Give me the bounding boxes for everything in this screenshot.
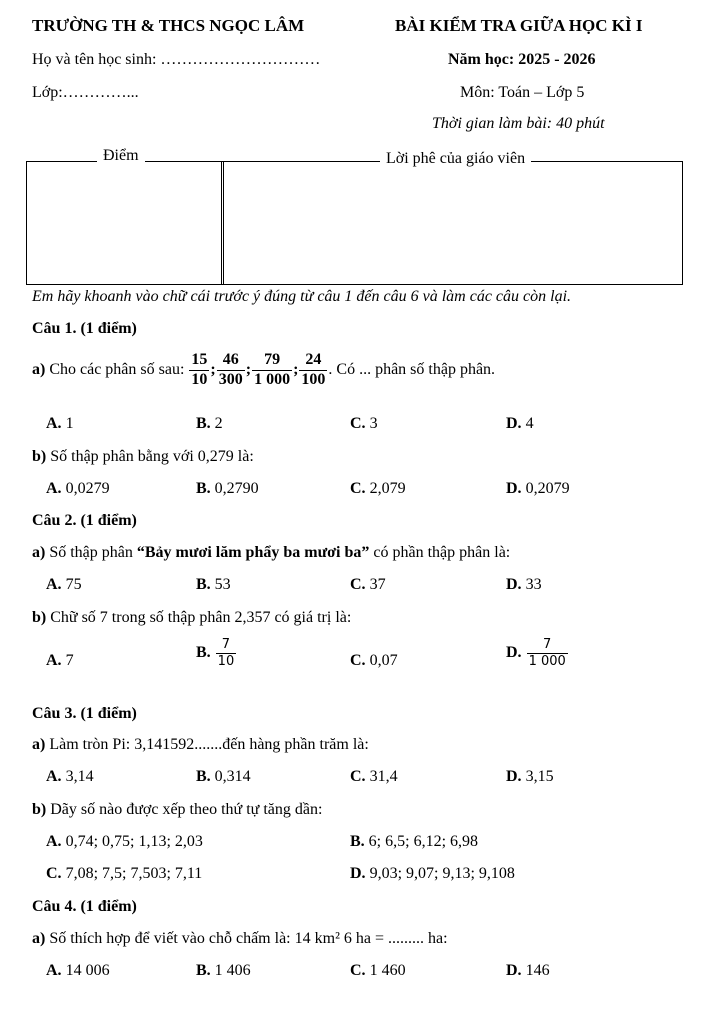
exam-title: BÀI KIỂM TRA GIỮA HỌC KÌ I [395, 16, 643, 35]
q4-a-option-c[interactable] [350, 962, 406, 980]
option-text: 0,74; 0,75; 1,13; 2,03 [65, 833, 203, 850]
option-text: 3 [369, 415, 378, 432]
option-letter: D. [350, 865, 366, 882]
option-text: 0,07 [369, 652, 398, 669]
q3-title: Câu 3. (1 điểm) [32, 705, 137, 722]
option-text: 3,14 [65, 768, 94, 785]
q1-a-option-c[interactable] [350, 415, 378, 433]
separator: ; [245, 361, 252, 379]
fraction-15-10: $\frac{15}{10}$ [191, 351, 208, 388]
time-label: Thời gian làm bài: 40 phút [432, 115, 605, 132]
teacher-comment-label: Lời phê của giáo viên [380, 150, 531, 168]
q1-a-text: Cho các phân số sau: [49, 361, 185, 379]
q2-a-post: có phần thập phân là: [373, 544, 511, 561]
fraction-46-300: $\frac{46}{300}$ [218, 351, 243, 388]
teacher-comment-box [221, 161, 683, 285]
option-text: 37 [369, 576, 386, 593]
option-letter: C. [350, 415, 366, 432]
option-text: 31,4 [369, 768, 398, 785]
option-text: 14 006 [65, 962, 110, 979]
option-text: 0,0279 [65, 480, 110, 497]
option-letter: C. [350, 480, 366, 497]
option-text: 33 [525, 576, 542, 593]
subject-label: Môn: Toán – Lớp 5 [460, 84, 585, 101]
q3-b-option-d[interactable] [350, 865, 515, 883]
q2-a-option-c[interactable] [350, 576, 386, 594]
q3-b-option-c[interactable] [46, 865, 202, 883]
q1-a-option-d[interactable] [506, 415, 534, 433]
school-name: TRƯỜNG TH & THCS NGỌC LÂM [32, 16, 305, 35]
q2-b-option-d[interactable] [506, 638, 569, 668]
option-letter: C. [350, 576, 366, 593]
fraction-79-1000: $\frac{79}{1 000}$ [254, 351, 291, 388]
q3-b-line [32, 801, 322, 819]
q3-b-text: Dãy số nào được xếp theo thứ tự tăng dần: [50, 801, 323, 818]
q2-a-line [32, 544, 510, 562]
option-text: 9,03; 9,07; 9,13; 9,108 [369, 865, 515, 882]
q1-b-label: b) [32, 448, 47, 465]
q3-a-option-a[interactable] [46, 768, 94, 786]
q1-a-option-b[interactable] [196, 415, 223, 433]
option-text: 146 [525, 962, 550, 979]
q3-a-option-d[interactable] [506, 768, 554, 786]
q4-a-option-b[interactable] [196, 962, 251, 980]
q1-b-line [32, 448, 254, 466]
q3-a-option-c[interactable] [350, 768, 398, 786]
q3-a-text: Làm tròn Pi: 3,141592.......đến hàng phần trăm là: [49, 736, 369, 753]
option-letter: C. [350, 768, 366, 785]
option-letter: A. [46, 415, 62, 432]
option-letter: A. [46, 576, 62, 593]
q1-a-label: a) [32, 361, 46, 379]
option-letter: D. [506, 768, 522, 785]
q1-a-tail: . Có ... phân số thập phân. [328, 361, 496, 379]
option-text: 1 406 [214, 962, 251, 979]
option-letter: D. [506, 480, 522, 497]
option-letter: A. [46, 833, 62, 850]
option-letter: D. [506, 576, 522, 593]
class-field: Lớp:…………... [32, 84, 139, 101]
option-text: 53 [214, 576, 231, 593]
fraction-24-100: $\frac{24}{100}$ [301, 351, 326, 388]
q3-a-option-b[interactable] [196, 768, 251, 786]
q3-b-label: b) [32, 801, 47, 818]
school-year: Năm học: 2025 - 2026 [448, 51, 596, 68]
q2-a-number-words: “Bảy mươi lăm phẩy ba mươi ba” [136, 544, 370, 561]
option-letter: C. [350, 652, 366, 669]
q4-a-option-a[interactable] [46, 962, 110, 980]
q2-a-option-d[interactable] [506, 576, 542, 594]
score-box [26, 161, 224, 285]
q3-a-line [32, 736, 369, 754]
q2-a-label: a) [32, 544, 46, 561]
instruction: Em hãy khoanh vào chữ cái trước ý đúng từ câu 1 đến câu 6 và làm các câu còn lại. [32, 288, 572, 305]
q4-a-line [32, 930, 448, 948]
option-letter: A. [46, 768, 62, 785]
q4-a-option-d[interactable] [506, 962, 550, 980]
option-text: 3,15 [525, 768, 554, 785]
q1-b-option-c[interactable] [350, 480, 406, 498]
fraction-7-1000: $\frac{7}{1 000}$ [528, 637, 566, 669]
q2-a-option-b[interactable] [196, 576, 231, 594]
q4-a-label: a) [32, 930, 46, 947]
separator: ; [210, 361, 216, 379]
option-letter: B. [196, 768, 211, 785]
separator: ; [293, 361, 299, 379]
option-text: 7 [65, 652, 74, 669]
q2-b-option-c[interactable] [350, 652, 398, 670]
option-text: 6; 6,5; 6,12; 6,98 [368, 833, 479, 850]
q3-a-label: a) [32, 736, 46, 753]
option-text: 0,2079 [525, 480, 570, 497]
option-letter: B. [196, 962, 211, 979]
option-letter: B. [196, 576, 211, 593]
option-letter: B. [196, 644, 211, 662]
q2-a-option-a[interactable] [46, 576, 82, 594]
option-letter: A. [46, 480, 62, 497]
q2-b-text: Chữ số 7 trong số thập phân 2,357 có giá trị là: [50, 609, 352, 626]
option-letter: D. [506, 415, 522, 432]
option-letter: C. [350, 962, 366, 979]
option-text: 1 [65, 415, 74, 432]
q1-a-option-a[interactable] [46, 415, 74, 433]
option-text: 4 [525, 415, 534, 432]
q1-b-option-d[interactable] [506, 480, 570, 498]
option-text: 1 460 [369, 962, 406, 979]
q3-b-option-b[interactable] [350, 833, 478, 851]
q1-b-text: Số thập phân bằng với 0,279 là: [50, 448, 254, 465]
q3-b-option-a[interactable] [46, 833, 203, 851]
q2-b-option-b[interactable] [196, 638, 237, 668]
q2-a-pre: Số thập phân [49, 544, 133, 561]
option-letter: A. [46, 652, 62, 669]
option-letter: C. [46, 865, 62, 882]
q1-b-option-a[interactable] [46, 480, 110, 498]
option-letter: D. [506, 644, 522, 662]
option-text: 0,2790 [214, 480, 259, 497]
option-letter: B. [196, 480, 211, 497]
option-text: 7,08; 7,5; 7,503; 7,11 [65, 865, 203, 882]
option-letter: D. [506, 962, 522, 979]
student-name-field: Họ và tên học sinh: ………………………… [32, 51, 321, 68]
option-letter: B. [350, 833, 365, 850]
q2-b-label: b) [32, 609, 47, 626]
q1-a-line [32, 352, 495, 389]
option-text: 2,079 [369, 480, 406, 497]
option-text: 2 [214, 415, 223, 432]
q2-title: Câu 2. (1 điểm) [32, 512, 137, 529]
option-letter: B. [196, 415, 211, 432]
q4-title: Câu 4. (1 điểm) [32, 898, 137, 915]
option-text: 75 [65, 576, 82, 593]
q4-a-text: Số thích hợp để viết vào chỗ chấm là: 14 km² 6 ha = ......... ha: [49, 930, 448, 947]
q2-b-line [32, 609, 351, 627]
q2-b-option-a[interactable] [46, 652, 74, 670]
q1-b-option-b[interactable] [196, 480, 259, 498]
option-text: 0,314 [214, 768, 251, 785]
option-letter: A. [46, 962, 62, 979]
fraction-7-10: $\frac{7}{10}$ [217, 637, 235, 669]
q1-title: Câu 1. (1 điểm) [32, 320, 137, 337]
score-label: Điểm [97, 147, 145, 165]
